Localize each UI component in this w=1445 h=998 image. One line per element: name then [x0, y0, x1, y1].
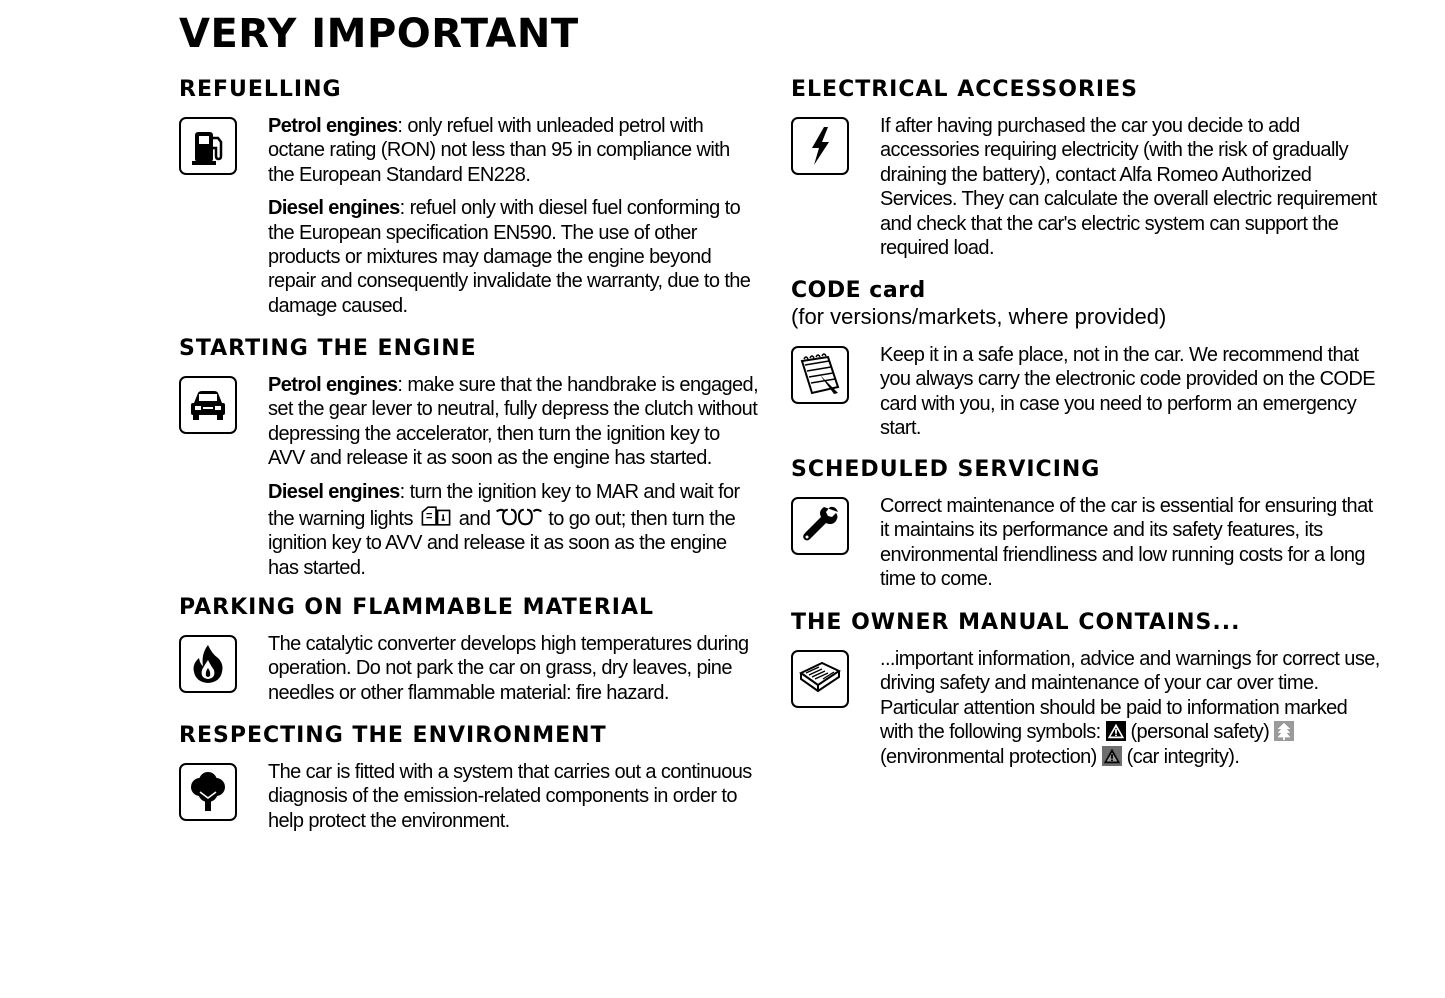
- servicing-section: [791, 456, 1381, 601]
- manual-text: [880, 647, 1381, 769]
- page-title: VERY IMPORTANT: [179, 11, 579, 57]
- starting-diesel-text-1: : turn the ignition key to MAR and wait for the warning lights: [268, 480, 740, 531]
- starting-section: [179, 335, 759, 589]
- servicing-heading: SCHEDULED SERVICING: [791, 457, 1101, 482]
- manual-heading: THE OWNER MANUAL CONTAINS...: [791, 610, 1241, 635]
- fuel-pump-icon: [179, 117, 237, 175]
- diesel-label: Diesel engines: [268, 197, 400, 220]
- car-integrity-warning-icon: [1102, 746, 1122, 766]
- manual-text-1: ...important information, advice and warnings for correct use, driving safety and maintenance of your car over time. Particular attention should be paid to information marked with the following symbols:: [880, 648, 1380, 744]
- servicing-row: [791, 494, 1381, 592]
- environment-row: [179, 760, 759, 833]
- environmental-protection-icon: [1274, 721, 1294, 741]
- parking-section: [179, 594, 759, 714]
- fuel-filter-warning-icon: [418, 504, 454, 528]
- starting-petrol-text: : make sure that the handbrake is engaged, set the gear lever to neutral, fully depress the clutch without depressing the accelerator, then turn the ignition key to AVV and release it as soon as the engine has started.: [268, 374, 759, 470]
- servicing-text: Correct maintenance of the car is essential for ensuring that it maintains its performance and its safety features, its environmental friendliness and low running costs for a long time to come.: [880, 495, 1373, 591]
- lightning-icon: [791, 117, 849, 175]
- refuelling-petrol-paragraph: [268, 114, 759, 187]
- flame-icon: [179, 635, 237, 693]
- starting-petrol-paragraph: [268, 373, 759, 471]
- environment-section: [179, 722, 759, 842]
- manual-section: [791, 609, 1381, 778]
- environment-text: The car is fitted with a system that carries out a continuous diagnosis of the emission-related components in order to help protect the environment.: [268, 761, 752, 832]
- code-card-subheading: (for versions/markets, where provided): [791, 304, 1167, 329]
- refuelling-diesel-text: : refuel only with diesel fuel conforming to the European specification EN590. The use of other products or mixtures may damage the engine beyond repair and consequently invalidate the warranty, due to the damage caused.: [268, 197, 751, 317]
- starting-diesel-paragraph: [268, 480, 759, 581]
- manual-text-2: (personal safety): [1125, 721, 1275, 744]
- environment-heading: RESPECTING THE ENVIRONMENT: [179, 723, 607, 748]
- electrical-text: If after having purchased the car you decide to add accessories requiring electricity (with the risk of gradually draining the battery), contact Alfa Romeo Authorized Services. They can calculate the overall electric requirement and check that the car's electric system can support the required load.: [880, 115, 1377, 260]
- code-card-heading: CODE card: [791, 278, 926, 303]
- starting-diesel-text-3: to go out; then turn the ignition key to AVV and release it as soon as the engine has started.: [268, 508, 736, 579]
- parking-heading: PARKING ON FLAMMABLE MATERIAL: [179, 595, 654, 620]
- diesel-label: Diesel engines: [268, 480, 400, 503]
- petrol-label: Petrol engines: [268, 374, 398, 396]
- manual-row: [791, 647, 1381, 769]
- personal-safety-warning-icon: [1106, 721, 1126, 741]
- manual-text-3: (environmental protection): [880, 745, 1102, 768]
- electrical-section: [791, 76, 1381, 269]
- electrical-heading: ELECTRICAL ACCESSORIES: [791, 77, 1138, 102]
- refuelling-heading: REFUELLING: [179, 77, 342, 102]
- parking-row: [179, 632, 759, 705]
- refuelling-petrol-text: : only refuel with unleaded petrol with octane rating (RON) not less than 95 in compliance with the European Standard EN228.: [268, 115, 730, 186]
- car-icon: [179, 376, 237, 434]
- notebook-icon: [791, 346, 849, 404]
- starting-heading: STARTING THE ENGINE: [179, 336, 477, 361]
- refuelling-row: [179, 114, 759, 318]
- electrical-row: [791, 114, 1381, 260]
- code-card-text: Keep it in a safe place, not in the car. We recommend that you always carry the electronic code provided on the CODE card with you, in case you need to perform an emergency start.: [880, 344, 1375, 440]
- starting-diesel-text-2: and: [453, 508, 496, 531]
- refuelling-section: [179, 76, 759, 327]
- refuelling-diesel-paragraph: [268, 196, 759, 318]
- manual-text-4: (car integrity).: [1121, 745, 1240, 768]
- glow-plug-icon: [495, 506, 543, 528]
- starting-row: [179, 373, 759, 580]
- petrol-label: Petrol engines: [268, 115, 398, 137]
- tree-icon: [179, 763, 237, 821]
- code-card-section: [791, 277, 1381, 450]
- code-card-row: [791, 343, 1381, 441]
- open-book-icon: [791, 650, 849, 708]
- wrench-icon: [791, 497, 849, 555]
- parking-text: The catalytic converter develops high temperatures during operation. Do not park the car on grass, dry leaves, pine needles or other flammable material: fire hazard.: [268, 633, 749, 704]
